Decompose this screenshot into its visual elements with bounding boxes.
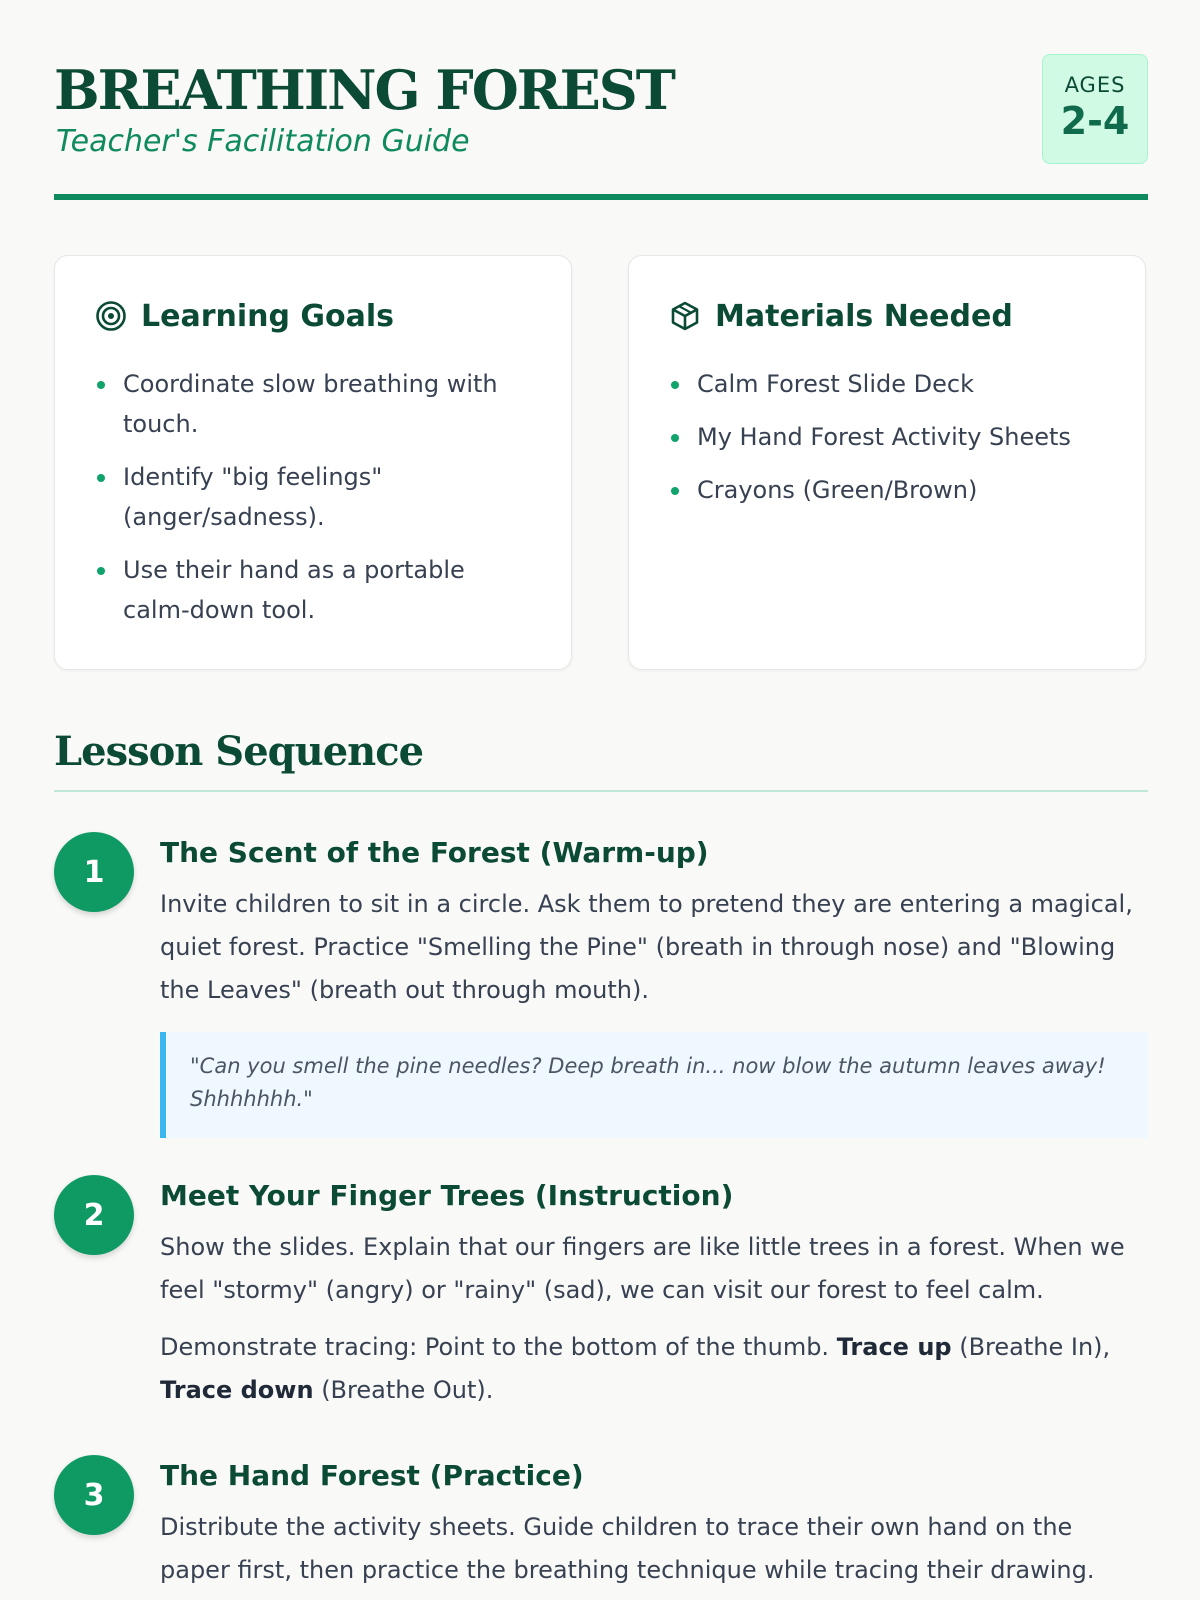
ages-value: 2-4 xyxy=(1060,99,1130,143)
materials-list xyxy=(669,364,1105,510)
step-description: Show the slides. Explain that our fingers are like little trees in a forest. When we feel "stormy" (angry) or "rainy" (sad), we can visit our forest to feel calm. xyxy=(160,1233,1125,1304)
step-title: The Scent of the Forest (Warm-up) xyxy=(160,836,709,869)
breathe-out-text: (Breathe Out). xyxy=(313,1376,494,1404)
list-item-text: Use their hand as a portable calm-down tool. xyxy=(123,556,465,624)
materials-card xyxy=(628,255,1146,670)
learning-goals-list xyxy=(95,364,531,630)
list-item-text: Crayons (Green/Brown) xyxy=(697,476,978,504)
teacher-script-quote: "Can you smell the pine needles? Deep breath in... now blow the autumn leaves away! Shhhhhhh." xyxy=(160,1032,1148,1138)
list-item-text: My Hand Forest Activity Sheets xyxy=(697,423,1071,451)
bullet-icon xyxy=(97,381,105,389)
lesson-sequence-title: Lesson Sequence xyxy=(54,728,424,775)
list-item-text: Calm Forest Slide Deck xyxy=(697,370,974,398)
step-body xyxy=(160,832,1148,1138)
list-item-text: Coordinate slow breathing with touch. xyxy=(123,370,498,438)
list-item xyxy=(669,470,1105,510)
step-demonstration xyxy=(160,1326,1148,1412)
step-title: Meet Your Finger Trees (Instruction) xyxy=(160,1179,734,1212)
page-header xyxy=(54,54,1148,200)
bullet-icon xyxy=(97,567,105,575)
list-item xyxy=(95,550,531,630)
bullet-icon xyxy=(97,474,105,482)
list-item xyxy=(95,364,531,444)
breathe-in-text: (Breathe In), xyxy=(951,1333,1111,1361)
learning-goals-title: Learning Goals xyxy=(141,298,395,334)
step-number-badge: 1 xyxy=(54,832,134,912)
learning-goals-header xyxy=(95,298,531,334)
learning-goals-card xyxy=(54,255,572,670)
list-item xyxy=(669,364,1105,404)
bullet-icon xyxy=(671,487,679,495)
step-description: Invite children to sit in a circle. Ask them to pretend they are entering a magical, quiet forest. Practice "Smelling the Pine" (breath in through nose) and "Blowing the Leaves" (breath out through mouth). xyxy=(160,890,1133,1004)
step-number-badge: 3 xyxy=(54,1455,134,1535)
step-title: The Hand Forest (Practice) xyxy=(160,1459,584,1492)
bullet-icon xyxy=(671,381,679,389)
step-body xyxy=(160,1175,1148,1412)
list-item-text: Identify "big feelings" (anger/sadness). xyxy=(123,463,383,531)
page-title: BREATHING FOREST xyxy=(54,58,674,122)
step-description: Distribute the activity sheets. Guide children to trace their own hand on the paper first, then practice the breathing technique while tracing their drawing. xyxy=(160,1513,1095,1584)
step-number-badge: 2 xyxy=(54,1175,134,1255)
bullet-icon xyxy=(671,434,679,442)
trace-down-emphasis: Trace down xyxy=(160,1376,314,1404)
materials-header xyxy=(669,298,1105,334)
ages-badge xyxy=(1042,54,1148,164)
step-body xyxy=(160,1455,1148,1592)
page-subtitle: Teacher's Facilitation Guide xyxy=(56,124,470,159)
package-icon xyxy=(669,300,701,332)
section-divider xyxy=(54,790,1148,792)
trace-up-emphasis: Trace up xyxy=(836,1333,952,1361)
ages-label: AGES xyxy=(1064,73,1126,97)
list-item xyxy=(669,417,1105,457)
materials-title: Materials Needed xyxy=(715,298,1013,334)
list-item xyxy=(95,457,531,537)
target-icon xyxy=(95,300,127,332)
demo-intro-text: Demonstrate tracing: Point to the bottom of the thumb. xyxy=(160,1333,837,1361)
